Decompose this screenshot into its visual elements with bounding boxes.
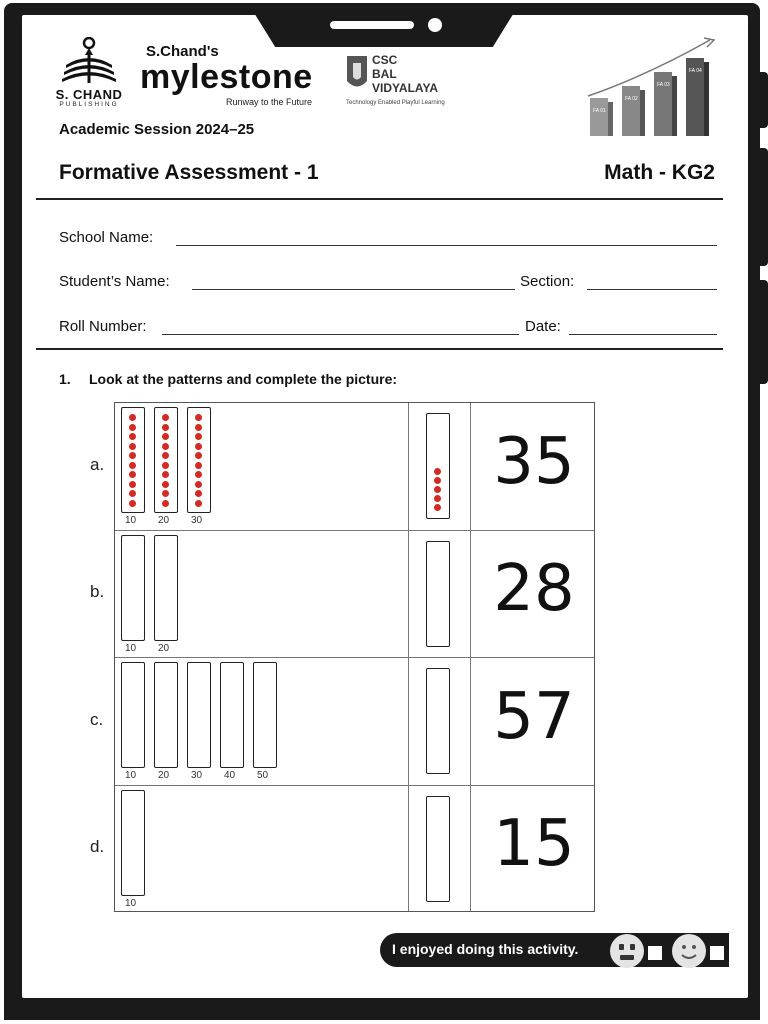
bead xyxy=(129,481,136,488)
partner-line-2: BAL xyxy=(372,67,397,81)
bead xyxy=(129,443,136,450)
assessment-title: Formative Assessment - 1 xyxy=(59,161,319,184)
ones-rod[interactable] xyxy=(426,796,450,902)
tens-rod[interactable] xyxy=(121,790,145,896)
graph-label-1: FA 01 xyxy=(593,108,606,114)
target-number: 15 xyxy=(493,807,575,882)
bead xyxy=(129,424,136,431)
happy-face-checkbox[interactable] xyxy=(710,946,724,960)
academic-session: Academic Session 2024–25 xyxy=(59,121,255,138)
bead xyxy=(195,414,202,421)
section-line[interactable] xyxy=(587,289,717,290)
device-bottom-bar xyxy=(4,998,760,1020)
bead xyxy=(129,471,136,478)
pattern-grid xyxy=(90,402,595,912)
roll-number-label: Roll Number: xyxy=(59,318,147,335)
bead xyxy=(162,414,169,421)
bead xyxy=(162,490,169,497)
tens-label: 10 xyxy=(125,642,137,654)
bead xyxy=(162,424,169,431)
bead xyxy=(434,468,441,475)
bead xyxy=(129,490,136,497)
date-line[interactable] xyxy=(569,334,717,335)
tens-label: 50 xyxy=(257,770,269,781)
bead xyxy=(195,490,202,497)
tens-rod[interactable] xyxy=(154,407,178,513)
tens-rod[interactable] xyxy=(220,662,244,768)
student-name-label: Student’s Name: xyxy=(59,273,170,290)
rising-bars-icon xyxy=(586,36,718,138)
school-name-line[interactable] xyxy=(176,245,717,246)
enjoy-text: I enjoyed doing this activity. xyxy=(392,941,579,957)
section-label: Section: xyxy=(520,273,575,290)
bead xyxy=(434,504,441,511)
partner-tagline: Technology Enabled Playful Learning xyxy=(346,100,445,106)
publisher-name: S. CHAND xyxy=(55,87,123,102)
question-number: 1. xyxy=(59,371,71,387)
question-1 xyxy=(59,371,397,387)
bead xyxy=(129,452,136,459)
row-label: c. xyxy=(90,709,104,729)
row-label: b. xyxy=(90,582,105,602)
tens-label: 10 xyxy=(125,515,137,526)
camera-dot xyxy=(428,18,442,32)
bead xyxy=(195,443,202,450)
tens-rod[interactable] xyxy=(121,535,145,641)
partner-name xyxy=(372,53,438,95)
bead xyxy=(129,414,136,421)
student-name-line[interactable] xyxy=(192,289,515,290)
ones-rod[interactable] xyxy=(426,413,450,519)
graph-label-2: FA 02 xyxy=(625,96,638,102)
side-button-1 xyxy=(760,72,768,128)
bead xyxy=(162,462,169,469)
tens-label: 30 xyxy=(191,515,203,526)
speaker-bar xyxy=(330,21,414,29)
question-text: Look at the patterns and complete the picture: xyxy=(89,371,398,387)
target-number: 57 xyxy=(493,679,575,754)
tens-rod[interactable] xyxy=(121,662,145,768)
side-button-3 xyxy=(760,280,768,384)
bead xyxy=(195,500,202,507)
pattern-row xyxy=(90,403,594,531)
ones-rod[interactable] xyxy=(426,668,450,774)
bead xyxy=(162,443,169,450)
pattern-row xyxy=(90,786,594,914)
tens-rod[interactable] xyxy=(187,662,211,768)
sad-face-icon[interactable] xyxy=(610,934,644,968)
publisher-sub: PUBLISHING xyxy=(59,101,119,108)
bead xyxy=(195,452,202,459)
bead xyxy=(129,500,136,507)
brand-top: S.Chand's xyxy=(146,43,219,60)
brand-tagline: Runway to the Future xyxy=(226,97,313,107)
target-number: 35 xyxy=(493,424,575,499)
graph-label-3: FA 03 xyxy=(657,82,670,88)
bead xyxy=(195,481,202,488)
bead xyxy=(129,462,136,469)
bead xyxy=(434,477,441,484)
partner-line-1: CSC xyxy=(372,53,398,67)
bead xyxy=(195,433,202,440)
tens-label: 30 xyxy=(191,770,203,781)
schand-logo xyxy=(50,37,128,109)
subject-title: Math - KG2 xyxy=(604,161,715,184)
book-stack-icon xyxy=(50,37,128,87)
tens-rod[interactable] xyxy=(253,662,277,768)
bead xyxy=(162,471,169,478)
bead xyxy=(434,495,441,502)
csc-shield-icon xyxy=(346,55,368,93)
bead xyxy=(162,481,169,488)
device-notch xyxy=(248,3,520,47)
tens-label: 40 xyxy=(224,770,236,781)
tens-label: 20 xyxy=(158,515,170,526)
row-label: d. xyxy=(90,837,105,857)
bead xyxy=(162,452,169,459)
bead xyxy=(129,433,136,440)
tens-label: 10 xyxy=(125,897,137,909)
partner-line-3: VIDYALAYA xyxy=(372,81,439,95)
ones-rod[interactable] xyxy=(426,541,450,647)
tens-label: 10 xyxy=(125,770,137,781)
target-number: 28 xyxy=(493,552,575,627)
date-label: Date: xyxy=(525,318,561,335)
sad-face-checkbox[interactable] xyxy=(648,946,662,960)
tens-rod[interactable] xyxy=(121,407,145,513)
happy-face-icon[interactable] xyxy=(672,934,706,968)
bead xyxy=(162,433,169,440)
tens-label: 20 xyxy=(158,642,170,654)
bead xyxy=(195,471,202,478)
side-button-2 xyxy=(760,148,768,266)
tens-rod[interactable] xyxy=(187,407,211,513)
row-label: a. xyxy=(90,454,105,474)
bead xyxy=(195,462,202,469)
tens-label: 20 xyxy=(158,770,170,781)
bead xyxy=(162,500,169,507)
brand-main: mylestone xyxy=(140,58,313,96)
tens-rod[interactable] xyxy=(154,535,178,641)
school-name-label: School Name: xyxy=(59,229,154,246)
bead xyxy=(195,424,202,431)
pattern-row xyxy=(90,658,594,786)
tens-rod[interactable] xyxy=(154,662,178,768)
bead xyxy=(434,486,441,493)
divider-top xyxy=(36,198,723,200)
divider-bottom xyxy=(36,348,723,350)
pattern-row xyxy=(90,531,594,659)
roll-number-line[interactable] xyxy=(162,334,519,335)
graph-label-4: FA 04 xyxy=(689,68,702,74)
